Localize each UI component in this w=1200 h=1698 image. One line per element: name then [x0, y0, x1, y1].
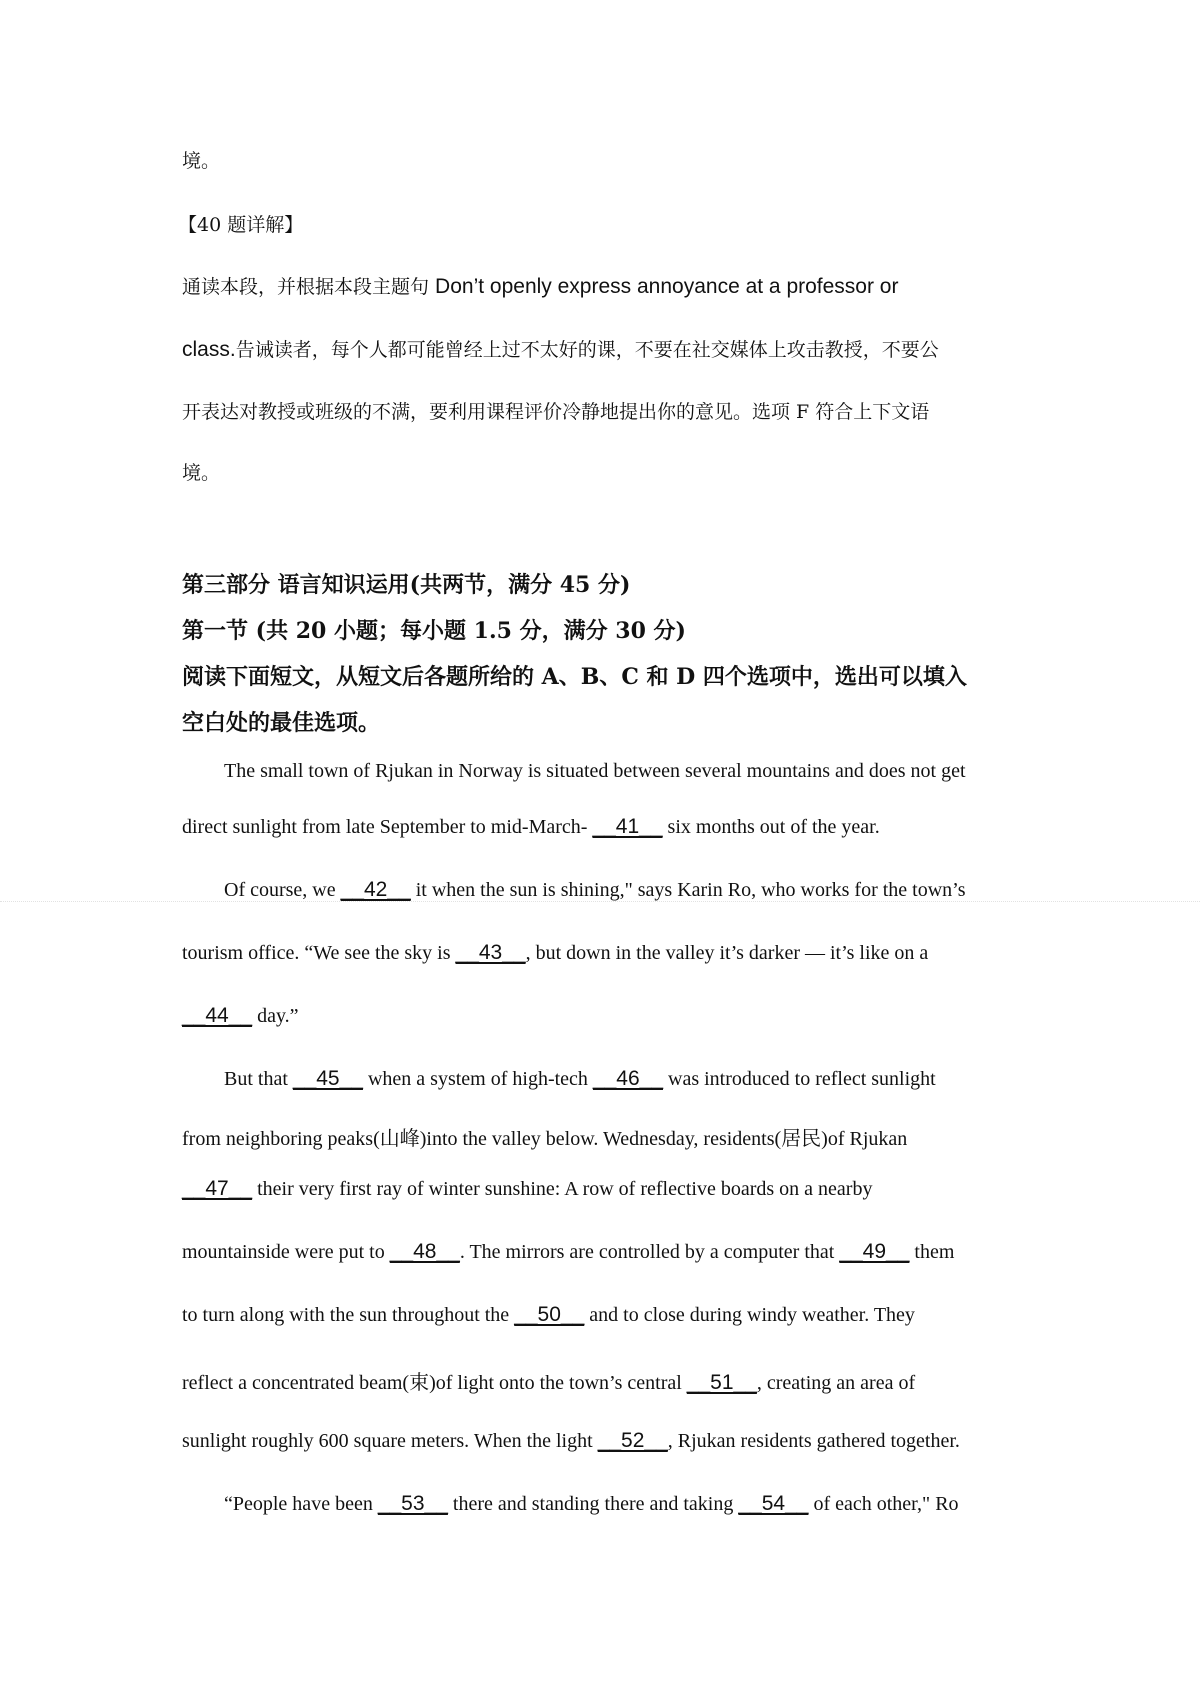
passage-line-7: from neighboring peaks(山峰)into the valley below. Wednesday, residents(居民)of Rjukan — [182, 1128, 908, 1150]
passage-text: Of course, we — [224, 879, 341, 901]
passage-text: “People have been — [224, 1493, 378, 1515]
passage-text: was introduced to reflect sunlight — [663, 1068, 936, 1090]
blank-44: __44__ — [182, 1004, 253, 1027]
blank-48: __48__ — [389, 1240, 460, 1263]
passage-text: to turn along with the sun throughout the — [182, 1304, 515, 1326]
blank-49: __49__ — [839, 1240, 910, 1263]
question-40-title: 【40 题详解】 — [178, 214, 304, 236]
explanation-line-2 — [182, 335, 939, 362]
blank-47: __47__ — [182, 1177, 253, 1200]
passage-text: , Rjukan residents gathered together. — [667, 1430, 960, 1452]
passage-line-13 — [224, 1492, 959, 1516]
blank-51: __51__ — [686, 1371, 757, 1394]
blank-42: __42__ — [340, 878, 411, 901]
explanation-topic-sentence: Don’t openly express annoyance at a professor or — [435, 275, 899, 298]
passage-text: it when the sun is shining," says Karin Ro, who works for the town’s — [410, 879, 966, 901]
blank-52: __52__ — [597, 1429, 668, 1452]
passage-text: when a system of high-tech — [362, 1068, 593, 1090]
passage-text: their very first ray of winter sunshine: A row of reflective boards on a nearby — [252, 1178, 873, 1200]
section-1-heading: 第一节 (共 20 小题；每小题 1.5 分，满分 30 分) — [182, 618, 686, 644]
passage-text: , creating an area of — [756, 1372, 916, 1394]
explanation-line-3: 开表达对教授或班级的不满，要利用课程评价冷静地提出你的意见。选项 F 符合上下文语 — [182, 401, 930, 423]
explanation-line-1 — [182, 272, 898, 299]
explanation-line-4: 境。 — [182, 462, 221, 484]
passage-line-6 — [224, 1067, 936, 1091]
passage-text: But that — [224, 1068, 293, 1090]
passage-line-11 — [182, 1366, 915, 1395]
passage-text: , but down in the valley it’s darker — it’s like on a — [525, 942, 929, 964]
passage-text: day.” — [252, 1005, 299, 1027]
passage-line-8 — [182, 1177, 872, 1201]
explanation-line-1-cn: 通读本段，并根据本段主题句 — [182, 276, 436, 298]
passage-line-2 — [182, 815, 880, 839]
blank-53: __53__ — [377, 1492, 448, 1515]
passage-line-10 — [182, 1303, 915, 1327]
passage-line-5 — [182, 1004, 299, 1028]
passage-text: of each other," Ro — [808, 1493, 959, 1515]
passage-line-4 — [182, 941, 928, 965]
passage-text: them — [909, 1241, 955, 1263]
blank-46: __46__ — [592, 1067, 663, 1090]
blank-50: __50__ — [514, 1303, 585, 1326]
passage-text: . The mirrors are controlled by a computer that — [459, 1241, 840, 1263]
passage-line-3 — [224, 878, 966, 902]
instructions-line-1: 阅读下面短文，从短文后各题所给的 A、B、C 和 D 四个选项中，选出可以填入 — [182, 664, 967, 690]
passage-line-9 — [182, 1240, 954, 1264]
blank-45: __45__ — [292, 1067, 363, 1090]
part-3-heading: 第三部分 语言知识运用(共两节，满分 45 分) — [182, 572, 631, 598]
passage-line-1: The small town of Rjukan in Norway is situated between several mountains and does not get — [224, 760, 966, 782]
blank-54: __54__ — [738, 1492, 809, 1515]
passage-text: direct sunlight from late September to mid-March- — [182, 816, 593, 838]
explanation-topic-sentence-end: class. — [182, 338, 236, 361]
explanation-line-2-cn: 告诫读者，每个人都可能曾经上过不太好的课，不要在社交媒体上攻击教授，不要公 — [235, 339, 939, 361]
instructions-line-2: 空白处的最佳选项。 — [182, 710, 381, 736]
passage-line-12 — [182, 1429, 960, 1453]
passage-text: mountainside were put to — [182, 1241, 390, 1263]
blank-41: __41__ — [592, 815, 663, 838]
passage-text: sunlight roughly 600 square meters. When the light — [182, 1430, 598, 1452]
page-divider — [0, 901, 1200, 902]
passage-text: there and standing there and taking — [447, 1493, 739, 1515]
continuation-text: 境。 — [182, 150, 221, 172]
blank-43: __43__ — [455, 941, 526, 964]
passage-text: six months out of the year. — [662, 816, 880, 838]
passage-text: tourism office. “We see the sky is — [182, 942, 456, 964]
passage-text: reflect a concentrated beam(束)of light onto the town’s central — [182, 1372, 687, 1394]
passage-text: and to close during windy weather. They — [584, 1304, 915, 1326]
